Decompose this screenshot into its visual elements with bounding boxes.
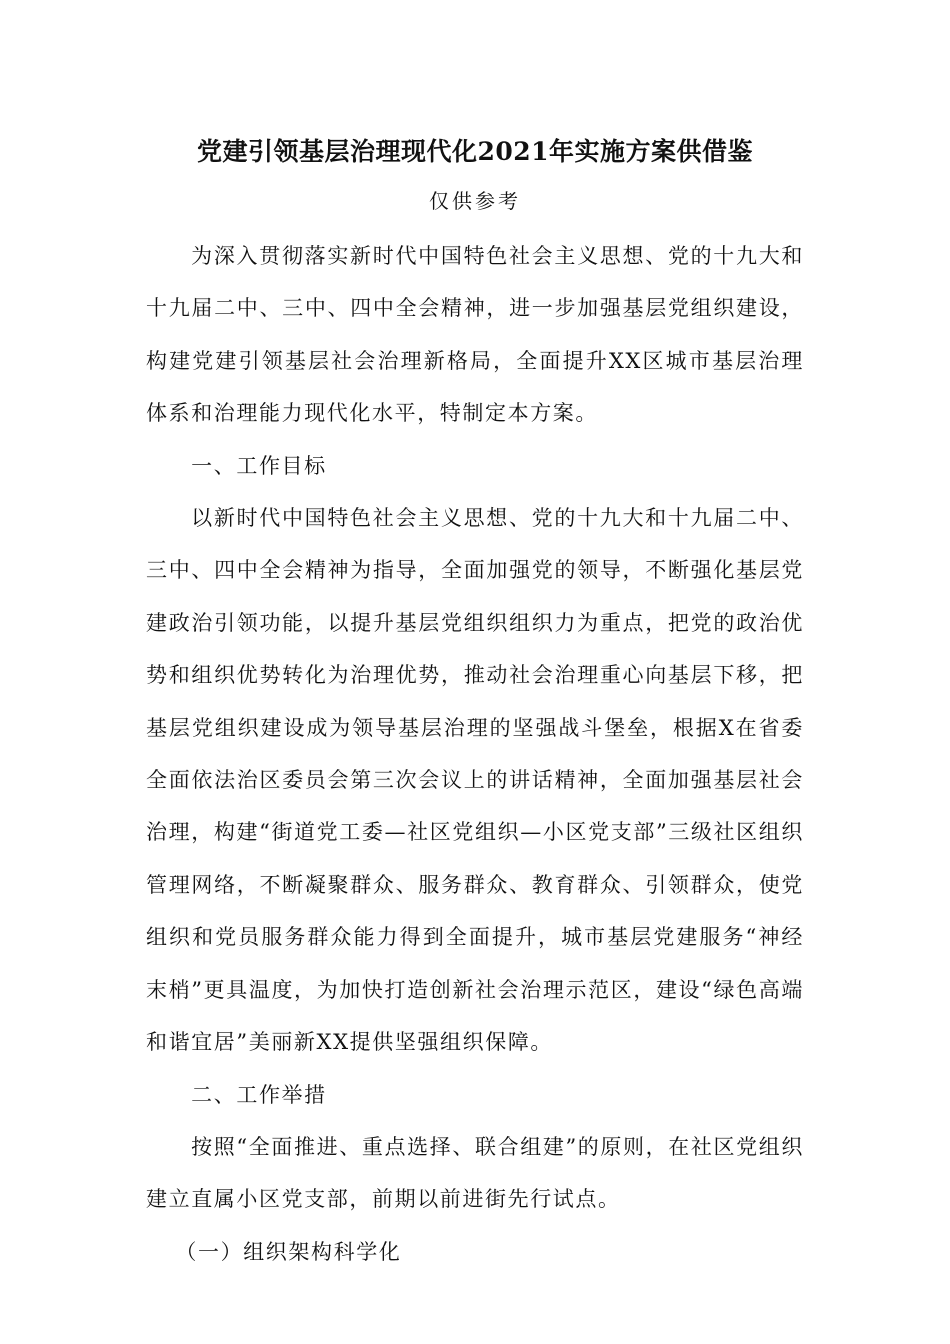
document-title: 党建引领基层治理现代化2021年实施方案供借鉴	[196, 137, 754, 166]
section-heading-measures: 二、工作举措	[191, 1082, 327, 1107]
document-body	[146, 230, 804, 1278]
section-heading-goals: 一、工作目标	[191, 453, 327, 478]
intro-paragraph: 为深入贯彻落实新时代中国特色社会主义思想、党的十九大和十九届二中、三中、四中全会精神，进一步加强基层党组织建设，构建党建引领基层社会治理新格局，全面提升XX区城市基层治理体系和治理能力现代化水平，特制定本方案。	[146, 244, 804, 426]
subsection-heading-structure: （一）组织架构科学化	[175, 1239, 402, 1264]
measures-paragraph: 按照“全面推进、重点选择、联合组建”的原则，在社区党组织建立直属小区党支部，前期以前进街先行试点。	[146, 1134, 804, 1212]
goals-paragraph: 以新时代中国特色社会主义思想、党的十九大和十九届二中、三中、四中全会精神为指导，全面加强党的领导，不断强化基层党建政治引领功能，以提升基层党组织组织力为重点，把党的政治优势和组织优势转化为治理优势，推动社会治理重心向基层下移，把基层党组织建设成为领导基层治理的坚强战斗堡垒，根据X在省委全面依法治区委员会第三次会议上的讲话精神，全面加强基层社会治理，构建“街道党工委—社区党组织—小区党支部”三级社区组织管理网络，不断凝聚群众、服务群众、教育群众、引领群众，使党组织和党员服务群众能力得到全面提升，城市基层党建服务“神经末梢”更具温度，为加快打造创新社会治理示范区，建设“绿色高端和谐宜居”美丽新XX提供坚强组织保障。	[146, 506, 804, 1055]
document-subtitle: 仅供参考	[429, 189, 521, 213]
